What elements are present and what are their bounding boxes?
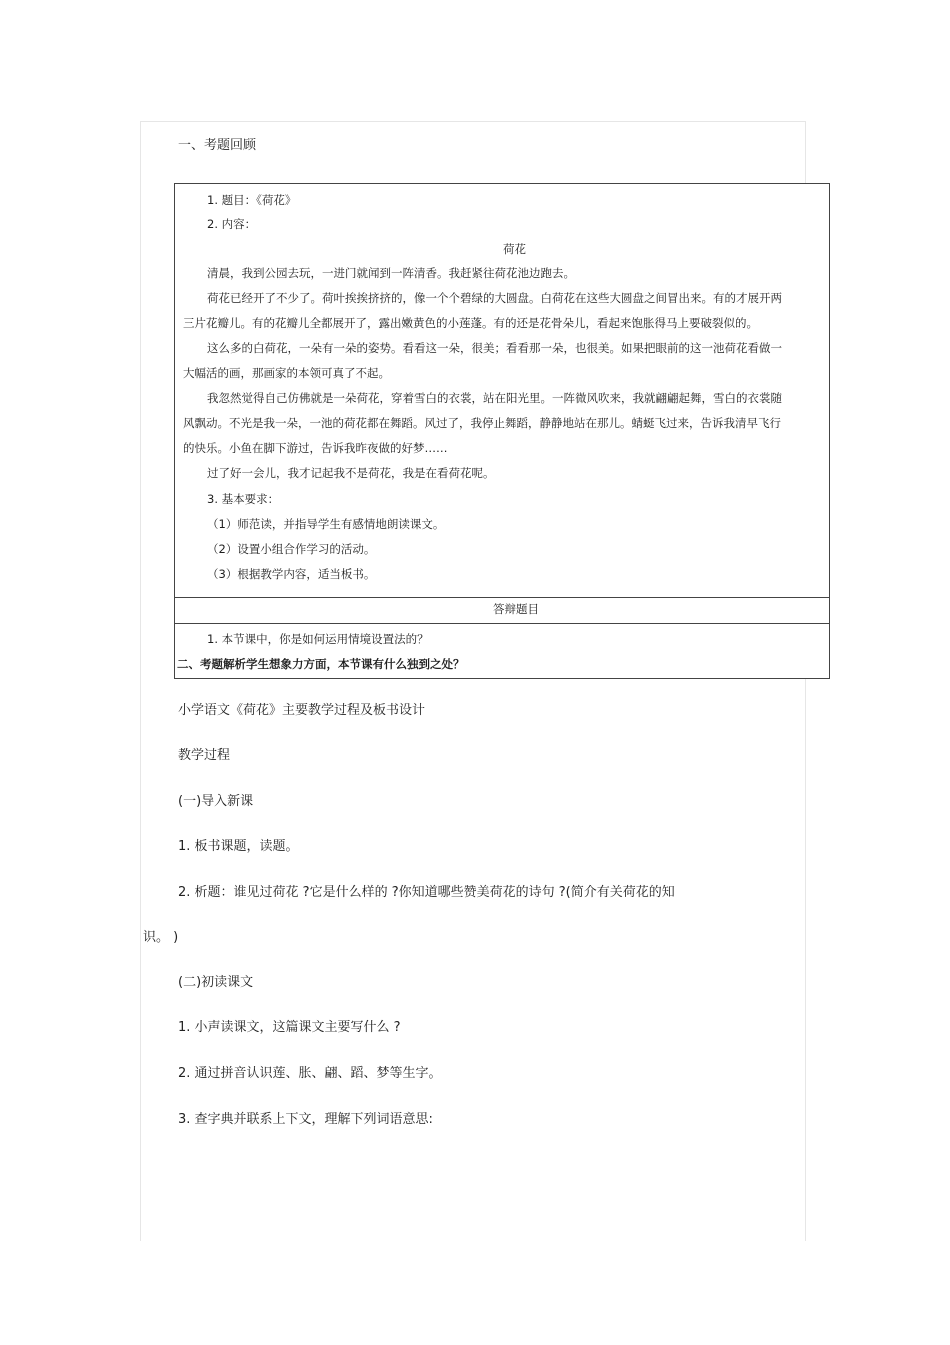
body-line: 2. 析题：谁见过荷花 ?它是什么样的 ?你知道哪些赞美荷花的诗句 ?(简介有关荷花的知 xyxy=(178,885,675,900)
passage-line: 这么多的白荷花，一朵有一朵的姿势。看看这一朵，很美；看看那一朵，也很美。如果把眼前的这一池荷花看做一 xyxy=(207,341,782,355)
box-divider xyxy=(175,597,829,598)
page-frame-top xyxy=(140,121,806,122)
qa-item: 二、考题解析学生想象力方面，本节课有什么独到之处？ xyxy=(177,657,465,671)
heading-teaching-process: 教学过程 xyxy=(178,748,231,763)
passage-line: 过了好一会儿，我才记起我不是荷花，我是在看荷花呢。 xyxy=(207,466,495,480)
passage-line: 的快乐。小鱼在脚下游过，告诉我昨夜做的好梦…… xyxy=(183,441,448,455)
body-line: 1. 小声读课文，这篇课文主要写什么 ? xyxy=(178,1020,401,1035)
box-divider xyxy=(175,623,829,624)
requirement-item: （3）根据教学内容，适当板书。 xyxy=(207,567,376,581)
body-line: 识。 ) xyxy=(143,930,179,945)
passage-line: 风飘动。不光是我一朵，一池的荷花都在舞蹈。风过了，我停止舞蹈，静静地站在那儿。蜻蜓飞过来，告诉我清早飞行 xyxy=(183,416,781,430)
passage-line: 三片花瓣儿。有的花瓣儿全都展开了，露出嫩黄色的小莲蓬。有的还是花骨朵儿，看起来饱胀得马上要破裂似的。 xyxy=(183,316,758,330)
exam-box xyxy=(174,183,830,679)
passage-line: 大幅活的画，那画家的本领可真了不起。 xyxy=(183,366,390,380)
passage-title: 荷花 xyxy=(503,242,526,256)
heading-intro: (一)导入新课 xyxy=(178,794,254,809)
exam-content-label: 2. 内容： xyxy=(207,217,257,231)
lesson-title: 小学语文《荷花》主要教学过程及板书设计 xyxy=(178,703,426,718)
body-line: 3. 查字典并联系上下文，理解下列词语意思: xyxy=(178,1112,433,1127)
body-line: 2. 通过拼音认识莲、胀、翩、蹈、梦等生字。 xyxy=(178,1066,442,1081)
requirements-label: 3. 基本要求： xyxy=(207,492,280,506)
exam-title-line: 1. 题目：《荷花》 xyxy=(207,193,297,207)
body-line: 1. 板书课题，读题。 xyxy=(178,839,299,854)
requirement-item: （1）师范读，并指导学生有感情地朗读课文。 xyxy=(207,517,445,531)
passage-line: 我忽然觉得自己仿佛就是一朵荷花，穿着雪白的衣裳，站在阳光里。一阵微风吹来，我就翩翩起舞，雪白的衣裳随 xyxy=(207,391,782,405)
passage-line: 荷花已经开了不少了。荷叶挨挨挤挤的，像一个个碧绿的大圆盘。白荷花在这些大圆盘之间冒出来。有的才展开两 xyxy=(207,291,782,305)
page-frame-left xyxy=(140,121,141,1241)
passage-line: 清晨，我到公园去玩，一进门就闻到一阵清香。我赶紧往荷花池边跑去。 xyxy=(207,266,575,280)
qa-item: 1. 本节课中，你是如何运用情境设置法的？ xyxy=(207,632,429,646)
qa-header: 答辩题目 xyxy=(493,602,539,616)
heading-first-read: (二)初读课文 xyxy=(178,975,254,990)
section-title-review: 一、考题回顾 xyxy=(178,138,257,153)
requirement-item: （2）设置小组合作学习的活动。 xyxy=(207,542,376,556)
